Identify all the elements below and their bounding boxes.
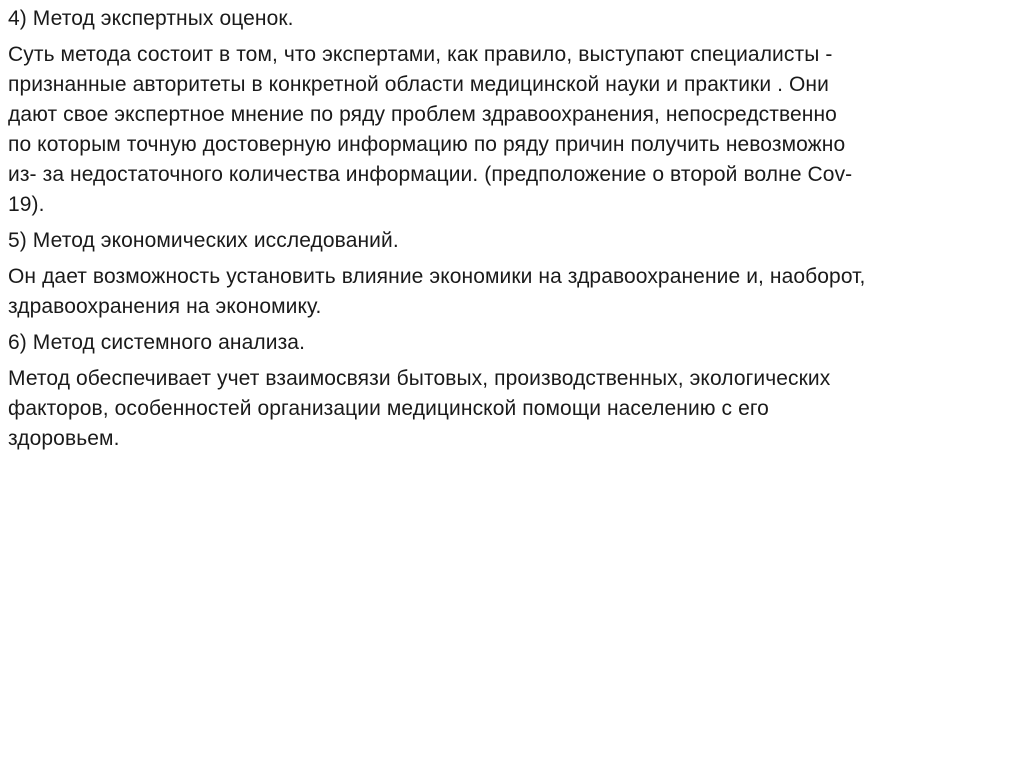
paragraph-economic-method [8, 262, 1000, 322]
text-line: Метод обеспечивает учет взаимосвязи бытовых, производственных, экологических [8, 367, 831, 390]
text-line: здоровьем. [8, 427, 120, 450]
text-line: Он дает возможность установить влияние экономики на здравоохранение и, наоборот, [8, 265, 866, 288]
heading-system-analysis [8, 328, 1000, 358]
paragraph-system-analysis [8, 364, 1000, 454]
text-line: 19). [8, 193, 45, 216]
text-line: здравоохранения на экономику. [8, 295, 322, 318]
text-line: из- за недостаточного количества информации. (предположение о второй волне Cov- [8, 163, 853, 186]
text-line: 4) Метод экспертных оценок. [8, 7, 294, 30]
text-line: 5) Метод экономических исследований. [8, 229, 399, 252]
heading-economic-method [8, 226, 1000, 256]
text-line: признанные авторитеты в конкретной области медицинской науки и практики . Они [8, 73, 829, 96]
text-line: дают свое экспертное мнение по ряду проблем здравоохранения, непосредственно [8, 103, 837, 126]
text-line: 6) Метод системного анализа. [8, 331, 306, 354]
text-line: факторов, особенностей организации медицинской помощи населению с его [8, 397, 769, 420]
heading-expert-method [8, 4, 1000, 34]
paragraph-expert-method [8, 40, 1000, 220]
text-line: Суть метода состоит в том, что экспертами, как правило, выступают специалисты - [8, 43, 833, 66]
text-line: по которым точную достоверную информацию по ряду причин получить невозможно [8, 133, 846, 156]
